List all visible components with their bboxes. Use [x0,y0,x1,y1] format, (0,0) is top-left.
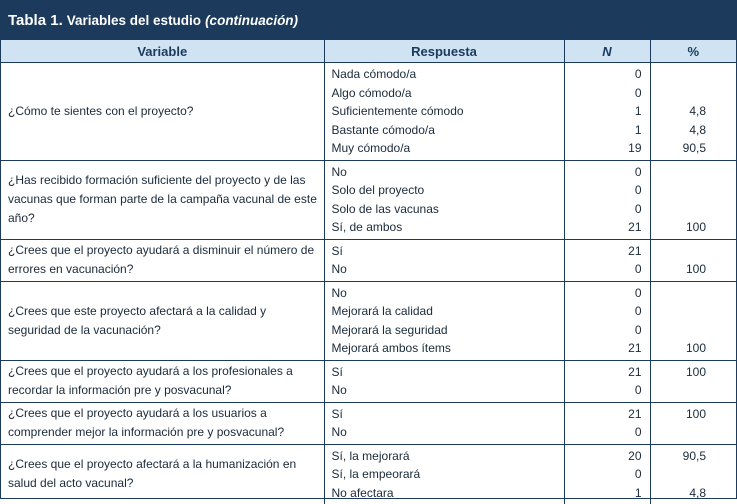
n-value: 21 [565,363,650,382]
pct-value: 100 [651,260,737,279]
header-pct: % [650,40,736,63]
resp-cell [324,360,564,402]
pct-value: 100 [651,218,737,237]
response-value: No [325,381,564,400]
num-cell [564,239,650,281]
table-row [1,63,736,161]
question-cell: ¿Crees que el proyecto afectará a la humanización en salud del acto vacunal? [1,444,324,504]
header-n: N [564,40,650,63]
n-value: 1 [565,484,650,503]
resp-cell [324,444,564,504]
pct-cell [650,281,736,360]
pct-cell [650,63,736,161]
pct-value [651,284,737,303]
table-caption [1,1,736,40]
n-value: 19 [565,139,650,158]
pct-value: 100 [651,363,737,382]
question-cell: ¿Crees que el proyecto ayudará a disminuir el número de errores en vacunación? [1,239,324,281]
header-row [1,40,736,63]
num-cell [564,402,650,444]
question-cell: ¿Crees que este proyecto afectará a la calidad y seguridad de la vacunación? [1,281,324,360]
pct-value [651,242,737,261]
pct-value: 4,8 [651,102,737,121]
n-value: 0 [565,181,650,200]
response-value: Algo cómodo/a [325,84,564,103]
response-value: Sí [325,363,564,382]
response-value: No [325,260,564,279]
n-value: 0 [565,321,650,340]
table-label: Tabla 1. [8,12,63,29]
pct-cell [650,239,736,281]
table-row [1,444,736,504]
table-row [1,281,736,360]
pct-value [651,163,737,182]
header-variable: Variable [1,40,324,63]
table-row [1,160,736,239]
table-body [1,63,736,504]
pct-value [651,200,737,219]
pct-value [651,181,737,200]
pct-value [651,65,737,84]
resp-cell [324,239,564,281]
pct-value: 100 [651,405,737,424]
response-value: Muy cómodo/a [325,139,564,158]
num-cell [564,281,650,360]
question-cell: ¿Has recibido formación suficiente del proyecto y de las vacunas que forman parte de la campaña vacunal de este año? [1,160,324,239]
response-value: Solo del proyecto [325,181,564,200]
response-value: Sí [325,405,564,424]
response-value: Sí, de ambos [325,218,564,237]
pct-cell [650,160,736,239]
num-cell [564,444,650,504]
resp-cell [324,63,564,161]
pct-value [651,321,737,340]
n-value: 1 [565,102,650,121]
pct-cell [650,444,736,504]
response-value: No [325,284,564,303]
resp-cell [324,281,564,360]
n-value: 0 [565,302,650,321]
response-value: Sí, la empeorará [325,465,564,484]
table-row [1,402,736,444]
pct-value [651,381,737,400]
pct-value [651,302,737,321]
response-value: Suficientemente cómodo [325,102,564,121]
n-value: 21 [565,242,650,261]
n-value: 0 [565,465,650,484]
response-value: Solo de las vacunas [325,200,564,219]
pct-value [651,465,737,484]
n-value: 0 [565,163,650,182]
table-row [1,360,736,402]
response-value: Mejorará ambos ítems [325,339,564,358]
pct-value [651,84,737,103]
pct-cell [650,360,736,402]
n-value: 20 [565,447,650,466]
response-value: No afectara [325,484,564,503]
response-value: No [325,423,564,442]
table-continuation: (continuación) [205,13,298,28]
pct-value: 90,5 [651,139,737,158]
n-value: 1 [565,121,650,140]
n-value: 21 [565,218,650,237]
response-value: Bastante cómodo/a [325,121,564,140]
table-title: Variables del estudio [67,13,201,28]
pct-value [651,423,737,442]
n-value: 0 [565,84,650,103]
n-value: 21 [565,339,650,358]
pct-value: 100 [651,339,737,358]
n-value: 0 [565,381,650,400]
variables-table [1,40,736,504]
response-value: Sí, la mejorará [325,447,564,466]
pct-value: 4,8 [651,121,737,140]
num-cell [564,63,650,161]
response-value: Mejorará la calidad [325,302,564,321]
table-row [1,239,736,281]
n-value: 21 [565,405,650,424]
pct-value: 4,8 [651,484,737,503]
resp-cell [324,402,564,444]
resp-cell [324,160,564,239]
header-respuesta: Respuesta [324,40,564,63]
response-value: No [325,163,564,182]
response-value: Sí [325,242,564,261]
response-value: Nada cómodo/a [325,65,564,84]
question-cell: ¿Crees que el proyecto ayudará a los usuarios a comprender mejor la información pre y posvacunal? [1,402,324,444]
n-value: 0 [565,423,650,442]
n-value: 0 [565,200,650,219]
question-cell: ¿Cómo te sientes con el proyecto? [1,63,324,161]
n-value: 0 [565,260,650,279]
num-cell [564,360,650,402]
question-cell: ¿Crees que el proyecto ayudará a los profesionales a recordar la información pre y posvacunal? [1,360,324,402]
response-value: Mejorará la seguridad [325,321,564,340]
pct-cell [650,402,736,444]
num-cell [564,160,650,239]
n-value: 0 [565,284,650,303]
pct-value: 90,5 [651,447,737,466]
n-value: 0 [565,65,650,84]
